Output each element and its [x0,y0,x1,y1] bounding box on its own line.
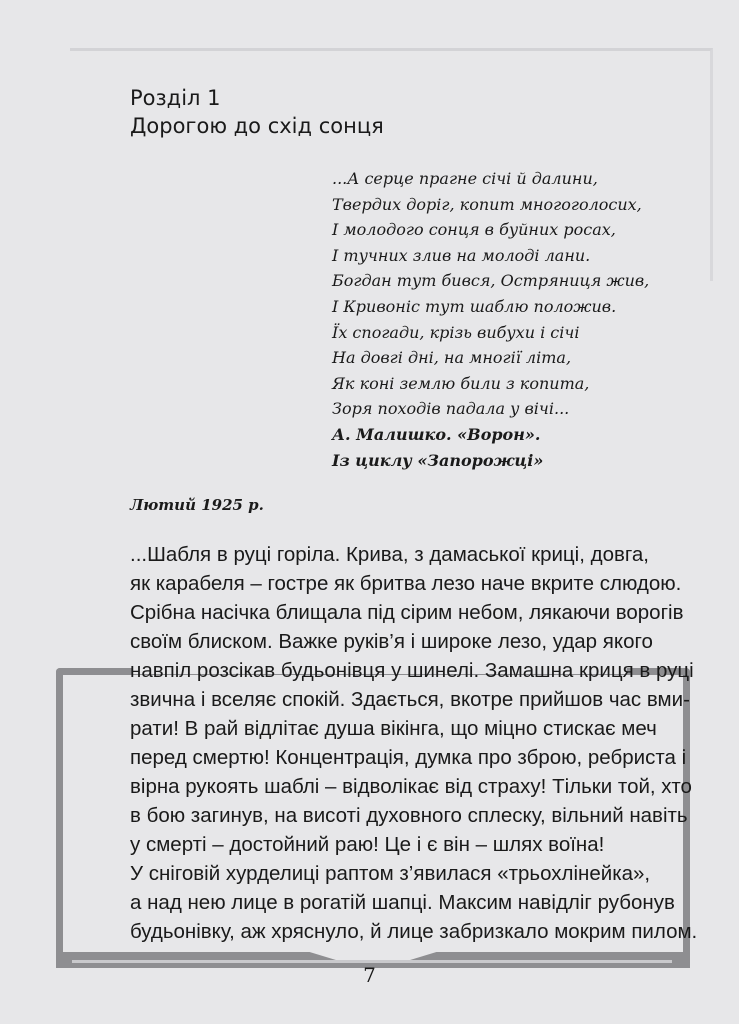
body-line: навпіл розсікав будьонівця у шинелі. Замашна криця в руці [130,659,694,682]
body-line: в бою загинув, на висоті духовного сплеску, вільний навіть [130,804,688,827]
body-line: У сніговій хурделиці раптом з’явилася «трьохлінейка», [130,862,651,885]
body-text [130,540,708,946]
epigraph-author: А. Малишко. «Ворон». [332,424,541,444]
epigraph-source: Із циклу «Запорожці» [332,450,544,470]
body-line: як карабеля – гостре як бритва лезо наче вкрите слюдою. [130,572,682,595]
date-line: Лютий 1925 р. [130,496,264,514]
epigraph-line: Твердих доріг, копит многоголосих, [332,194,642,214]
epigraph-line: ...А серце прагне січі й далини, [332,169,598,188]
epigraph [332,166,712,473]
chapter-label: Розділ 1 [130,86,221,110]
body-line: ...Шабля в руці горіла. Крива, з дамаської криці, довга, [130,543,649,566]
body-line: будьонівку, аж хряснуло, й лице забризкало мокрим пилом. [130,920,698,943]
body-line: Срібна насічка блищала під сірим небом, лякаючи ворогів [130,601,684,624]
body-line: вірна рукоять шаблі – відволікає від страху! Тільки той, хто [130,775,692,798]
body-line: а над нею лице в рогатій шапці. Максим навідліг рубонув [130,891,675,914]
chapter-title: Дорогою до схід сонця [130,114,384,138]
body-line: своїм блиском. Важке руків’я і широке лезо, удар якого [130,630,653,653]
body-line: звична і вселяє спокій. Здається, вкотре прийшов час вми- [130,688,690,711]
epigraph-line: Богдан тут бився, Остряниця жив, [332,271,650,291]
body-line: у смерті – достойний раю! Це і є він – шлях воїна! [130,833,605,856]
epigraph-line: І молодого сонця в буйних росах, [332,220,616,240]
body-line: перед смертю! Концентрація, думка про зброю, ребриста і [130,746,687,769]
epigraph-line: На довгі дні, на многії літа, [332,348,572,368]
page-number: 7 [363,963,376,987]
chapter-heading [130,84,384,140]
epigraph-line: Як коні землю били з копита, [332,373,590,393]
body-line: рати! В рай відлітає душа вікінга, що міцно стискає меч [130,717,657,740]
epigraph-line: І Кривоніс тут шаблю положив. [332,296,617,316]
epigraph-line: І тучних злив на молоді лани. [332,245,591,265]
epigraph-line: Зоря походів падала у вічі... [332,399,570,419]
epigraph-line: Їх спогади, крізь вибухи і січі [332,322,580,342]
